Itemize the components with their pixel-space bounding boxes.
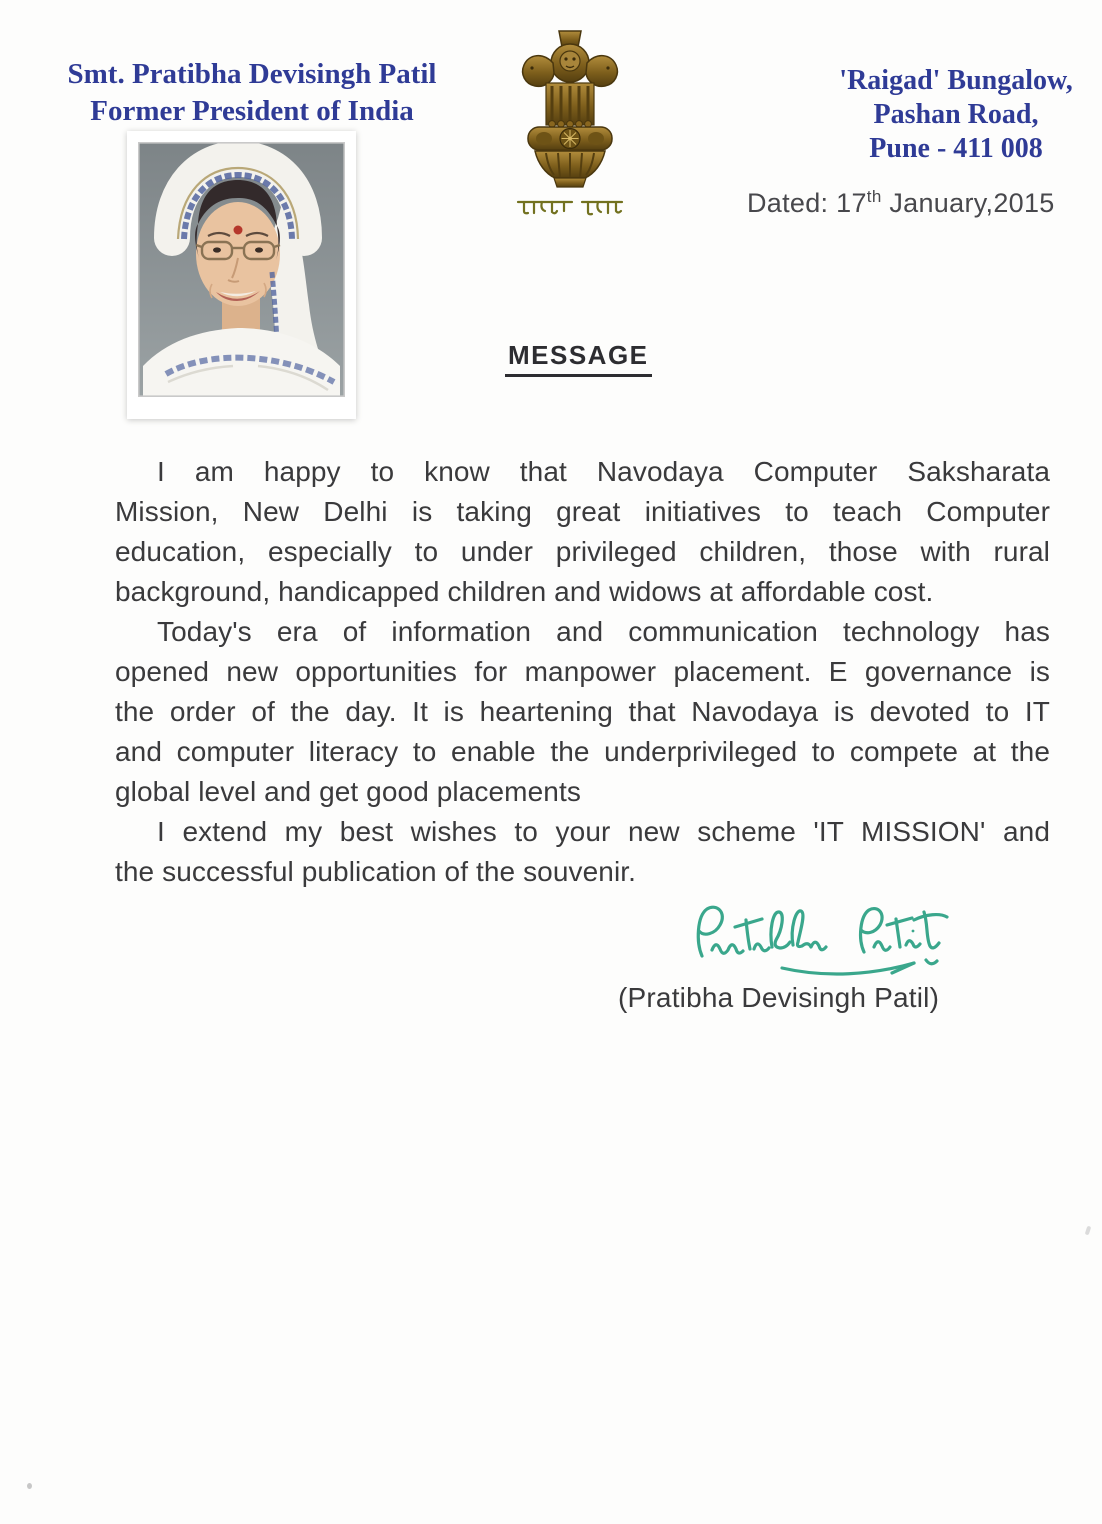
emblem-motto [624, 198, 625, 199]
body-line: the successful publication of the souvenir. [115, 856, 637, 887]
letter-paragraph [115, 452, 1050, 612]
letter-paragraph [115, 612, 1050, 812]
date-ordinal: th [866, 187, 882, 206]
address-line: 'Raigad' Bungalow, [839, 65, 1073, 96]
body-line: Mission, New Delhi is taking great initiatives to teach Computer [115, 496, 1050, 527]
scan-speck [1085, 1226, 1092, 1236]
letter-paragraph [115, 812, 1050, 892]
date-rest: January,2015 [881, 188, 1055, 218]
signature-text [986, 900, 987, 901]
body-line: I am happy to know that Navodaya Computer Saksharata [157, 456, 1050, 487]
scan-speck [27, 1483, 32, 1489]
date-line [747, 188, 1055, 219]
signature-image [686, 900, 986, 992]
address-line: Pashan Road, [873, 99, 1039, 130]
letter-body [115, 452, 1050, 892]
body-line: background, handicapped children and widows at affordable cost. [115, 576, 934, 607]
portrait-photo [127, 131, 356, 419]
body-line: education, especially to under privileged children, those with rural [115, 536, 1050, 567]
page-title: MESSAGE [505, 340, 652, 377]
national-emblem-icon [512, 28, 627, 201]
body-line: I extend my best wishes to your new scheme 'IT MISSION' and [157, 816, 1050, 847]
date-prefix: Dated: 17 [747, 188, 867, 218]
emblem-motto-script [512, 198, 627, 223]
body-line: the order of the day. It is heartening that Navodaya is devoted to IT [115, 696, 1050, 727]
body-line: opened new opportunities for manpower placement. E governance is [115, 656, 1050, 687]
sender-block [40, 56, 464, 130]
sender-title: Former President of India [90, 95, 414, 127]
body-line: Today's era of information and communication technology has [157, 616, 1050, 647]
address-line: Pune - 411 008 [869, 133, 1043, 164]
sender-name: Smt. Pratibha Devisingh Patil [67, 58, 437, 90]
body-line: and computer literacy to enable the underprivileged to compete at the [115, 736, 1050, 767]
body-line: global level and get good placements [115, 776, 581, 807]
printed-name: (Pratibha Devisingh Patil) [618, 982, 940, 1013]
address-block [828, 64, 1084, 166]
